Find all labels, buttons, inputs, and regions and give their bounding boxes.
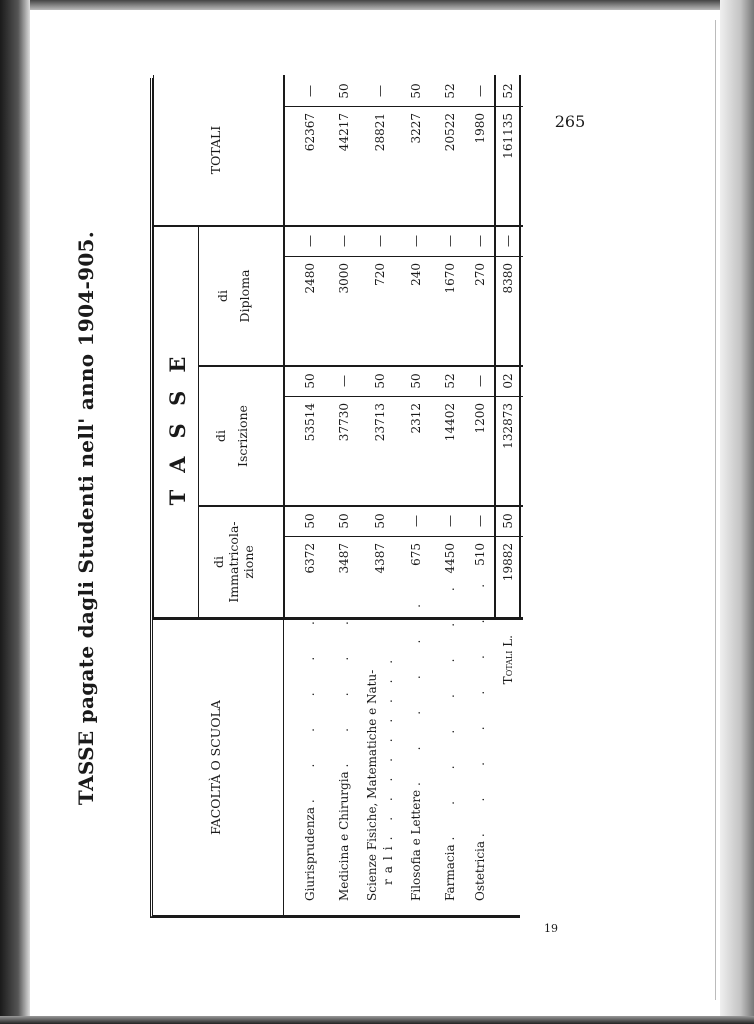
page-top-edge [0,0,754,10]
row-imm-cents: 50 [303,513,317,529]
row-isc-cents: 50 [373,373,387,389]
tot-header: TOTALI [208,125,223,175]
row-isc: 53514 [303,403,317,442]
row-isc: 2312 [409,403,423,434]
row-imm-cents: 50 [337,513,351,529]
total-isc-cents: 02 [501,373,515,389]
row-imm-cents: 50 [373,513,387,529]
isc-cents-rule [283,396,523,397]
row-tot-cents: — [473,85,487,97]
imm-cents-rule [283,536,523,537]
row-isc: 1200 [473,403,487,434]
header-top-rule [153,75,154,617]
row-dip: 1670 [443,263,457,294]
row-imm: 675 [409,543,423,566]
row-dip: 270 [473,263,487,286]
imm-header-1: di [211,556,226,568]
faculty-header-rule [283,620,284,915]
row-imm: 6372 [303,543,317,574]
dip-header-2: Diploma [237,269,252,323]
row-tot-cents: 50 [409,83,423,99]
row-isc: 37730 [337,403,351,442]
row-tot: 28821 [373,113,387,152]
tasse-rule [198,227,199,617]
row-faculty: Medicina e Chirurgia . . . . . [337,607,351,901]
row-dip: 3000 [337,263,351,294]
row-isc: 14402 [443,403,457,442]
row-faculty: Filosofia e Lettere . . . . . . [409,590,423,901]
page-number: 265 [554,112,586,131]
total-imm: 19882 [501,543,515,582]
fees-table [150,78,520,918]
totals-label: Totali L. [501,635,515,685]
isc-header-2: Iscrizione [235,405,250,467]
row-dip: 720 [373,263,387,286]
page-right-edge [720,0,754,1024]
row-tot-cents: — [303,85,317,97]
total-dip: 8380 [501,263,515,294]
row-dip: 2480 [303,263,317,294]
imm-header-2: Immatricola- [226,521,241,603]
row-faculty: Scienze Fisiche, Matematiche e Natu- [365,669,379,901]
row-dip-cents: — [337,235,351,247]
row-dip-cents: — [443,235,457,247]
row-tot: 1980 [473,113,487,144]
faculty-header: FACOLTÀ O SCUOLA [208,700,223,835]
total-dip-cents: — [501,235,515,247]
row-tot: 20522 [443,113,457,152]
row-dip-cents: — [409,235,423,247]
row-imm: 510 [473,543,487,566]
row-dip-cents: — [473,235,487,247]
table-title: TASSE pagate dagli Studenti nell' anno 1904-905. [74,230,98,806]
imm-header-3: zione [241,545,256,579]
row-isc-cents: 50 [409,373,423,389]
row-tot-cents: 50 [337,83,351,99]
tasse-header: TASSE [165,338,190,506]
row-imm: 4387 [373,543,387,574]
isc-header-1: di [213,430,228,442]
row-tot: 3227 [409,113,423,144]
row-dip-cents: — [303,235,317,247]
rotated-table-page [56,78,536,958]
row-faculty-cont: rali. . . . . . . . . . [381,653,395,885]
row-imm-cents: — [409,515,423,527]
row-isc: 23713 [373,403,387,442]
row-faculty: Ostetricia . . . . . . . . [473,569,487,901]
row-imm-cents: — [443,515,457,527]
tot-cents-rule [283,106,523,107]
row-tot-cents: — [373,85,387,97]
signature-number: 19 [544,922,558,935]
total-tot-cents: 52 [501,83,515,99]
page-bottom-edge [0,1016,754,1024]
row-faculty: Farmacia . . . . . . . . [443,573,457,901]
row-tot-cents: 52 [443,83,457,99]
row-isc-cents: 50 [303,373,317,389]
dip-cents-rule [283,256,523,257]
row-isc-cents: 52 [443,373,457,389]
row-imm: 4450 [443,543,457,574]
row-imm: 3487 [337,543,351,574]
total-imm-cents: 50 [501,513,515,529]
row-isc-cents: — [337,375,351,387]
row-tot: 62367 [303,113,317,152]
row-tot: 44217 [337,113,351,152]
row-dip: 240 [409,263,423,286]
total-tot: 161135 [501,113,515,159]
row-isc-cents: — [473,375,487,387]
total-isc: 132873 [501,403,515,449]
book-spine-edge [0,0,30,1024]
row-dip-cents: — [373,235,387,247]
row-imm-cents: — [473,515,487,527]
row-faculty: Giurisprudenza . . . . . . [303,607,317,901]
page-fold-line [715,20,716,1000]
dip-header-1: di [215,290,230,302]
